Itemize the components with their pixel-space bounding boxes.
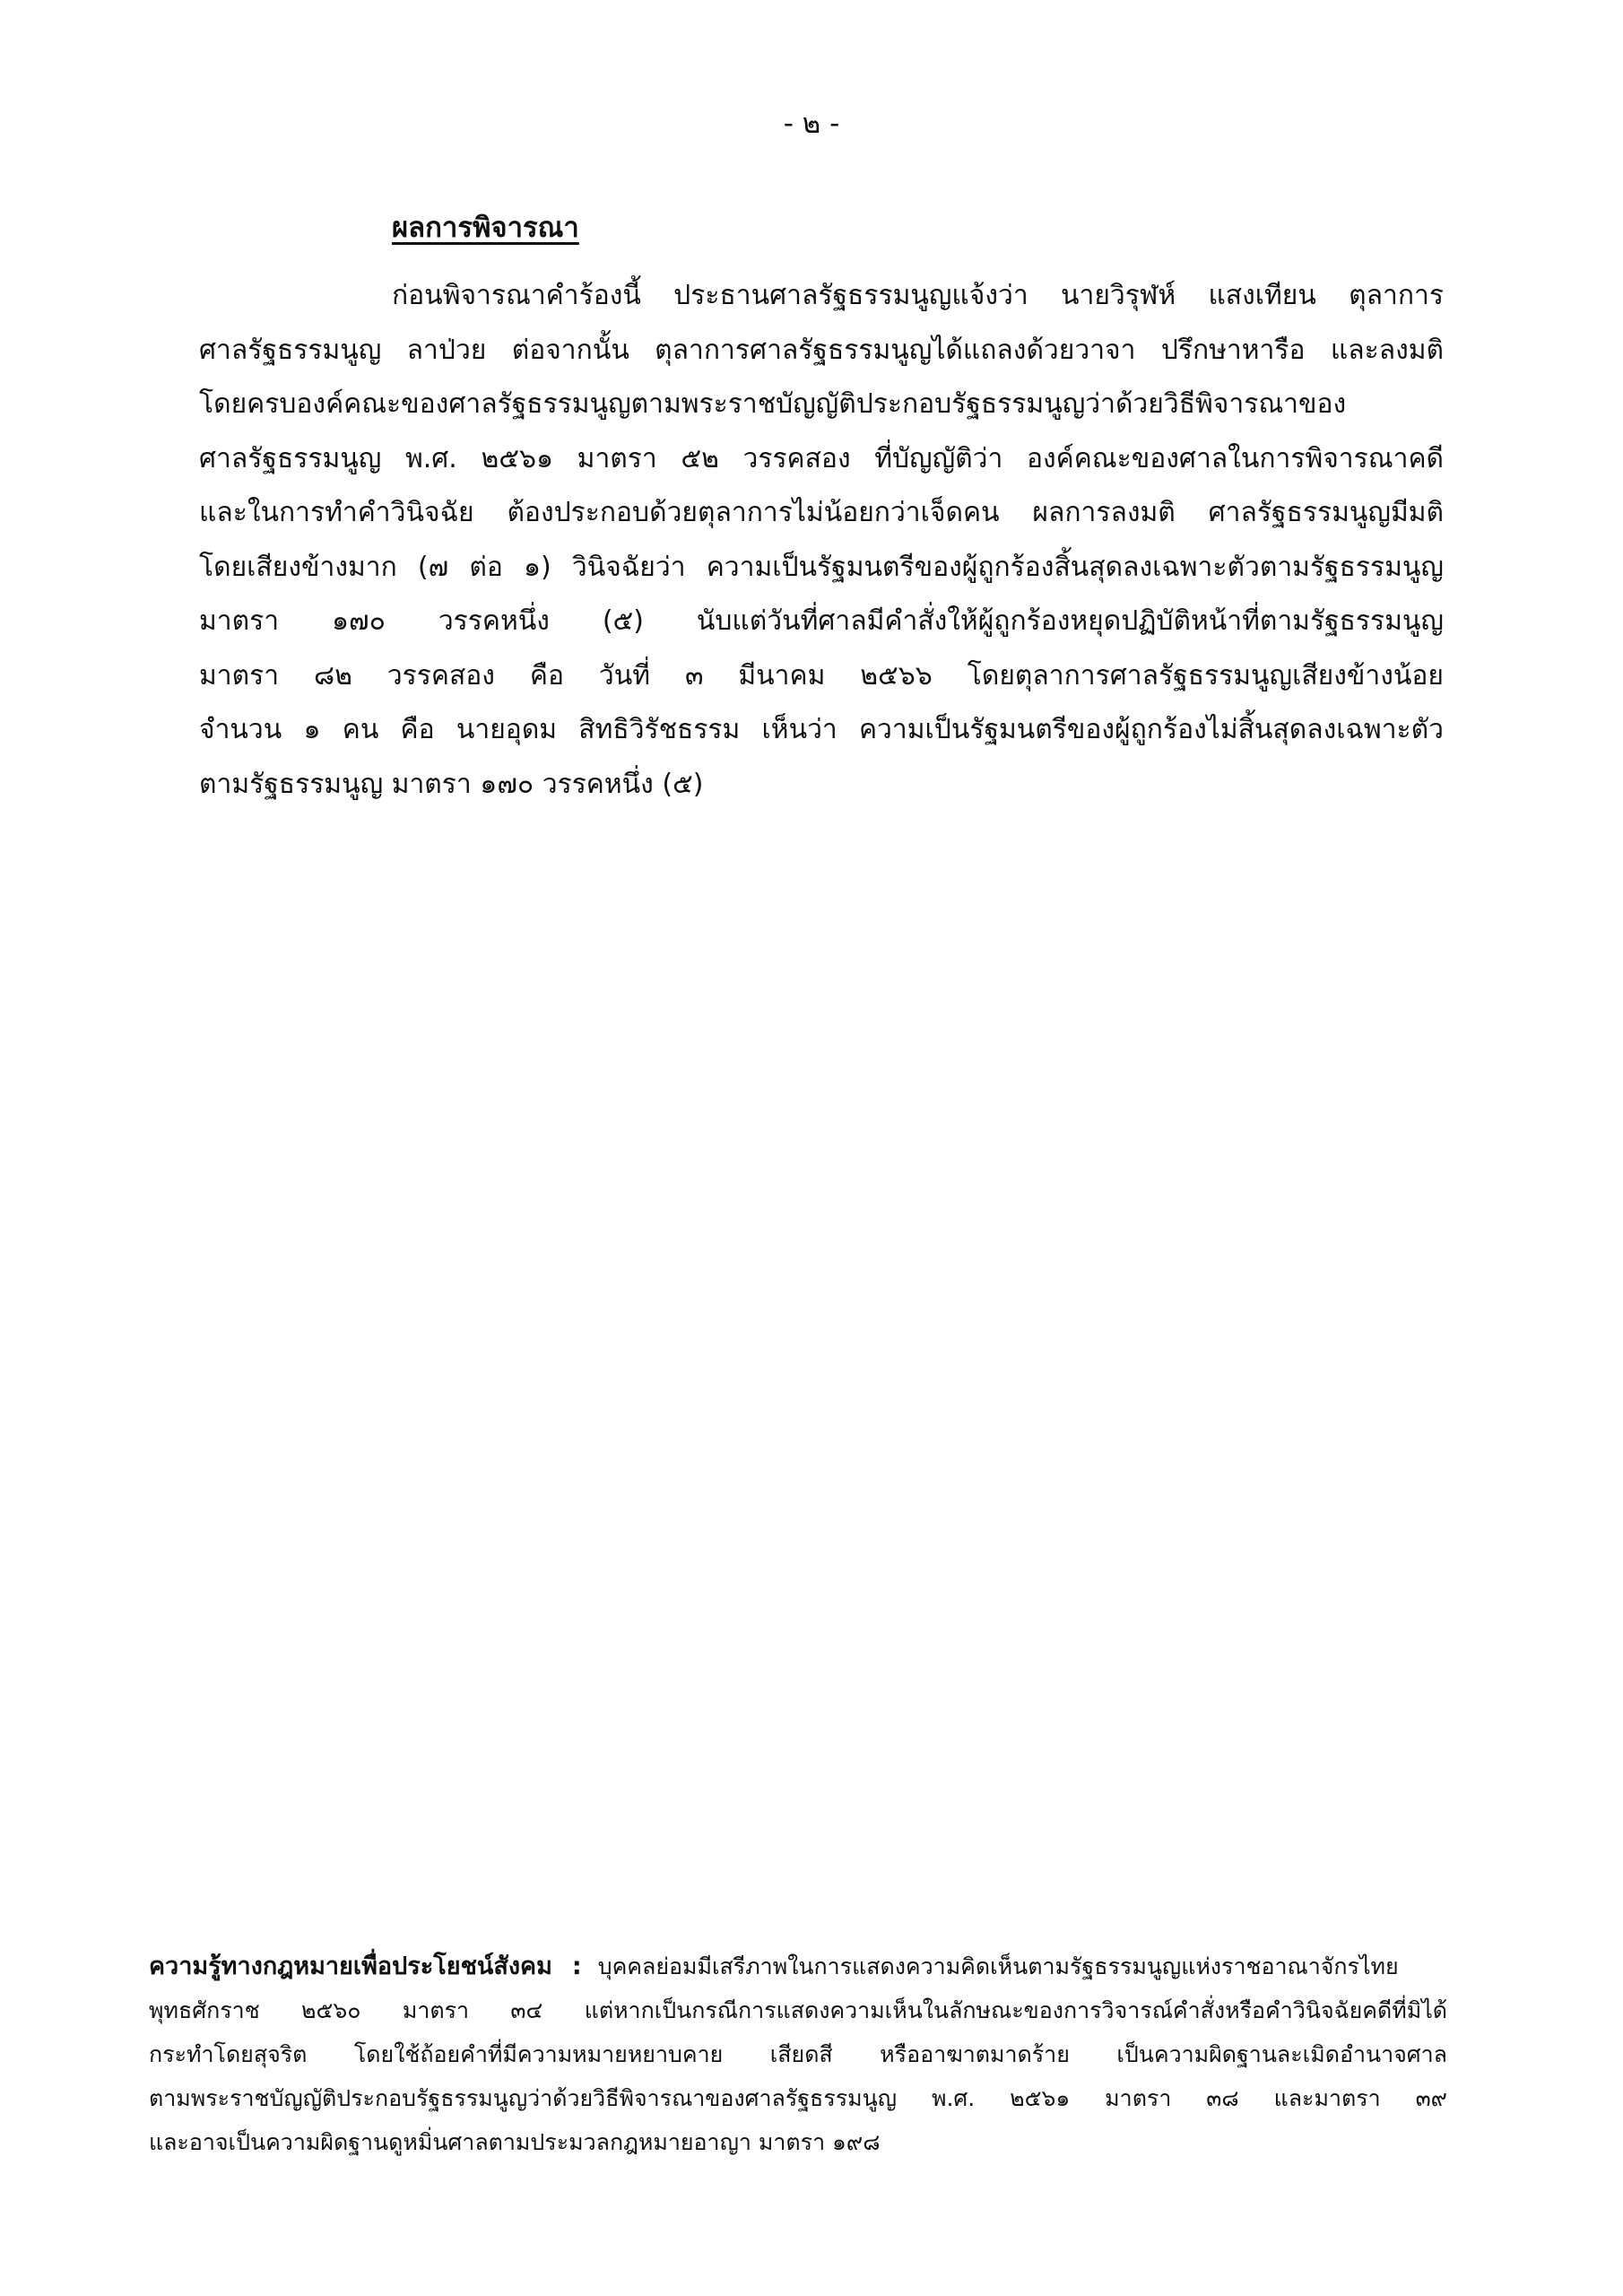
footer-line bbox=[149, 1944, 1447, 1988]
body-line: โดยเสียงข้างมาก (๗ ต่อ ๑) วินิจฉัยว่า ความเป็นรัฐมนตรีของผู้ถูกร้องสิ้นสุดลงเฉพาะตัวตามรัฐธรรมนูญ bbox=[199, 551, 1444, 583]
body-line: ศาลรัฐธรรมนูญ ลาป่วย ต่อจากนั้น ตุลาการศาลรัฐธรรมนูญได้แถลงด้วยวาจา ปรึกษาหารือ และลงมติ bbox=[199, 334, 1444, 366]
page-number: - ๒ - bbox=[783, 108, 840, 140]
footer-line: พุทธศักราช ๒๕๖๐ มาตรา ๓๔ แต่หากเป็นกรณีการแสดงความเห็นในลักษณะของการวิจารณ์คำสั่งหรือคำวินิจฉัยคดีที่มิได้ bbox=[149, 1997, 1447, 2023]
body-paragraph bbox=[199, 269, 1444, 812]
footer-colon: : bbox=[571, 1952, 582, 1980]
body-line: ศาลรัฐธรรมนูญ พ.ศ. ๒๕๖๑ มาตรา ๕๒ วรรคสอง ที่บัญญัติว่า องค์คณะของศาลในการพิจารณาคดี bbox=[199, 442, 1444, 474]
footer-title: ความรู้ทางกฎหมายเพื่อประโยชน์สังคม bbox=[149, 1952, 552, 1980]
body-line: จำนวน ๑ คน คือ นายอุดม สิทธิวิรัชธรรม เห็นว่า ความเป็นรัฐมนตรีของผู้ถูกร้องไม่สิ้นสุดลงเฉพาะตัว bbox=[199, 714, 1444, 745]
body-line: มาตรา ๑๗๐ วรรคหนึ่ง (๕) นับแต่วันที่ศาลมีคำสั่งให้ผู้ถูกร้องหยุดปฏิบัติหน้าที่ตามรัฐธรรมนูญ bbox=[199, 605, 1444, 637]
footer-line: ตามพระราชบัญญัติประกอบรัฐธรรมนูญว่าด้วยวิธีพิจารณาของศาลรัฐธรรมนูญ พ.ศ. ๒๕๖๑ มาตรา ๓๘ และมาตรา ๓๙ bbox=[149, 2085, 1447, 2111]
section-heading: ผลการพิจารณา bbox=[392, 212, 579, 244]
body-line: ก่อนพิจารณาคำร้องนี้ ประธานศาลรัฐธรรมนูญแจ้งว่า นายวิรุฬห์ แสงเทียน ตุลาการ bbox=[392, 280, 1444, 311]
body-line: ตามรัฐธรรมนูญ มาตรา ๑๗๐ วรรคหนึ่ง (๕) bbox=[199, 768, 704, 800]
body-line: มาตรา ๘๒ วรรคสอง คือ วันที่ ๓ มีนาคม ๒๕๖๖ โดยตุลาการศาลรัฐธรรมนูญเสียงข้างน้อย bbox=[199, 659, 1444, 691]
footer-line: กระทำโดยสุจริต โดยใช้ถ้อยคำที่มีความหมายหยาบคาย เสียดสี หรืออาฆาตมาดร้าย เป็นความผิดฐานละเมิดอำนาจศาล bbox=[149, 2041, 1447, 2067]
body-line: โดยครบองค์คณะของศาลรัฐธรรมนูญตามพระราชบัญญัติประกอบรัฐธรรมนูญว่าด้วยวิธีพิจารณาของ bbox=[199, 388, 1347, 420]
footer-line: และอาจเป็นความผิดฐานดูหมิ่นศาลตามประมวลกฎหมายอาญา มาตรา ๑๙๘ bbox=[149, 2129, 881, 2155]
body-line: และในการทำคำวินิจฉัย ต้องประกอบด้วยตุลาการไม่น้อยกว่าเจ็ดคน ผลการลงมติ ศาลรัฐธรรมนูญมีมติ bbox=[199, 497, 1444, 528]
legal-knowledge-footer bbox=[149, 1944, 1447, 2164]
footer-first-line-text: บุคคลย่อมมีเสรีภาพในการแสดงความคิดเห็นตามรัฐธรรมนูญแห่งราชอาณาจักรไทย bbox=[597, 1953, 1399, 1979]
